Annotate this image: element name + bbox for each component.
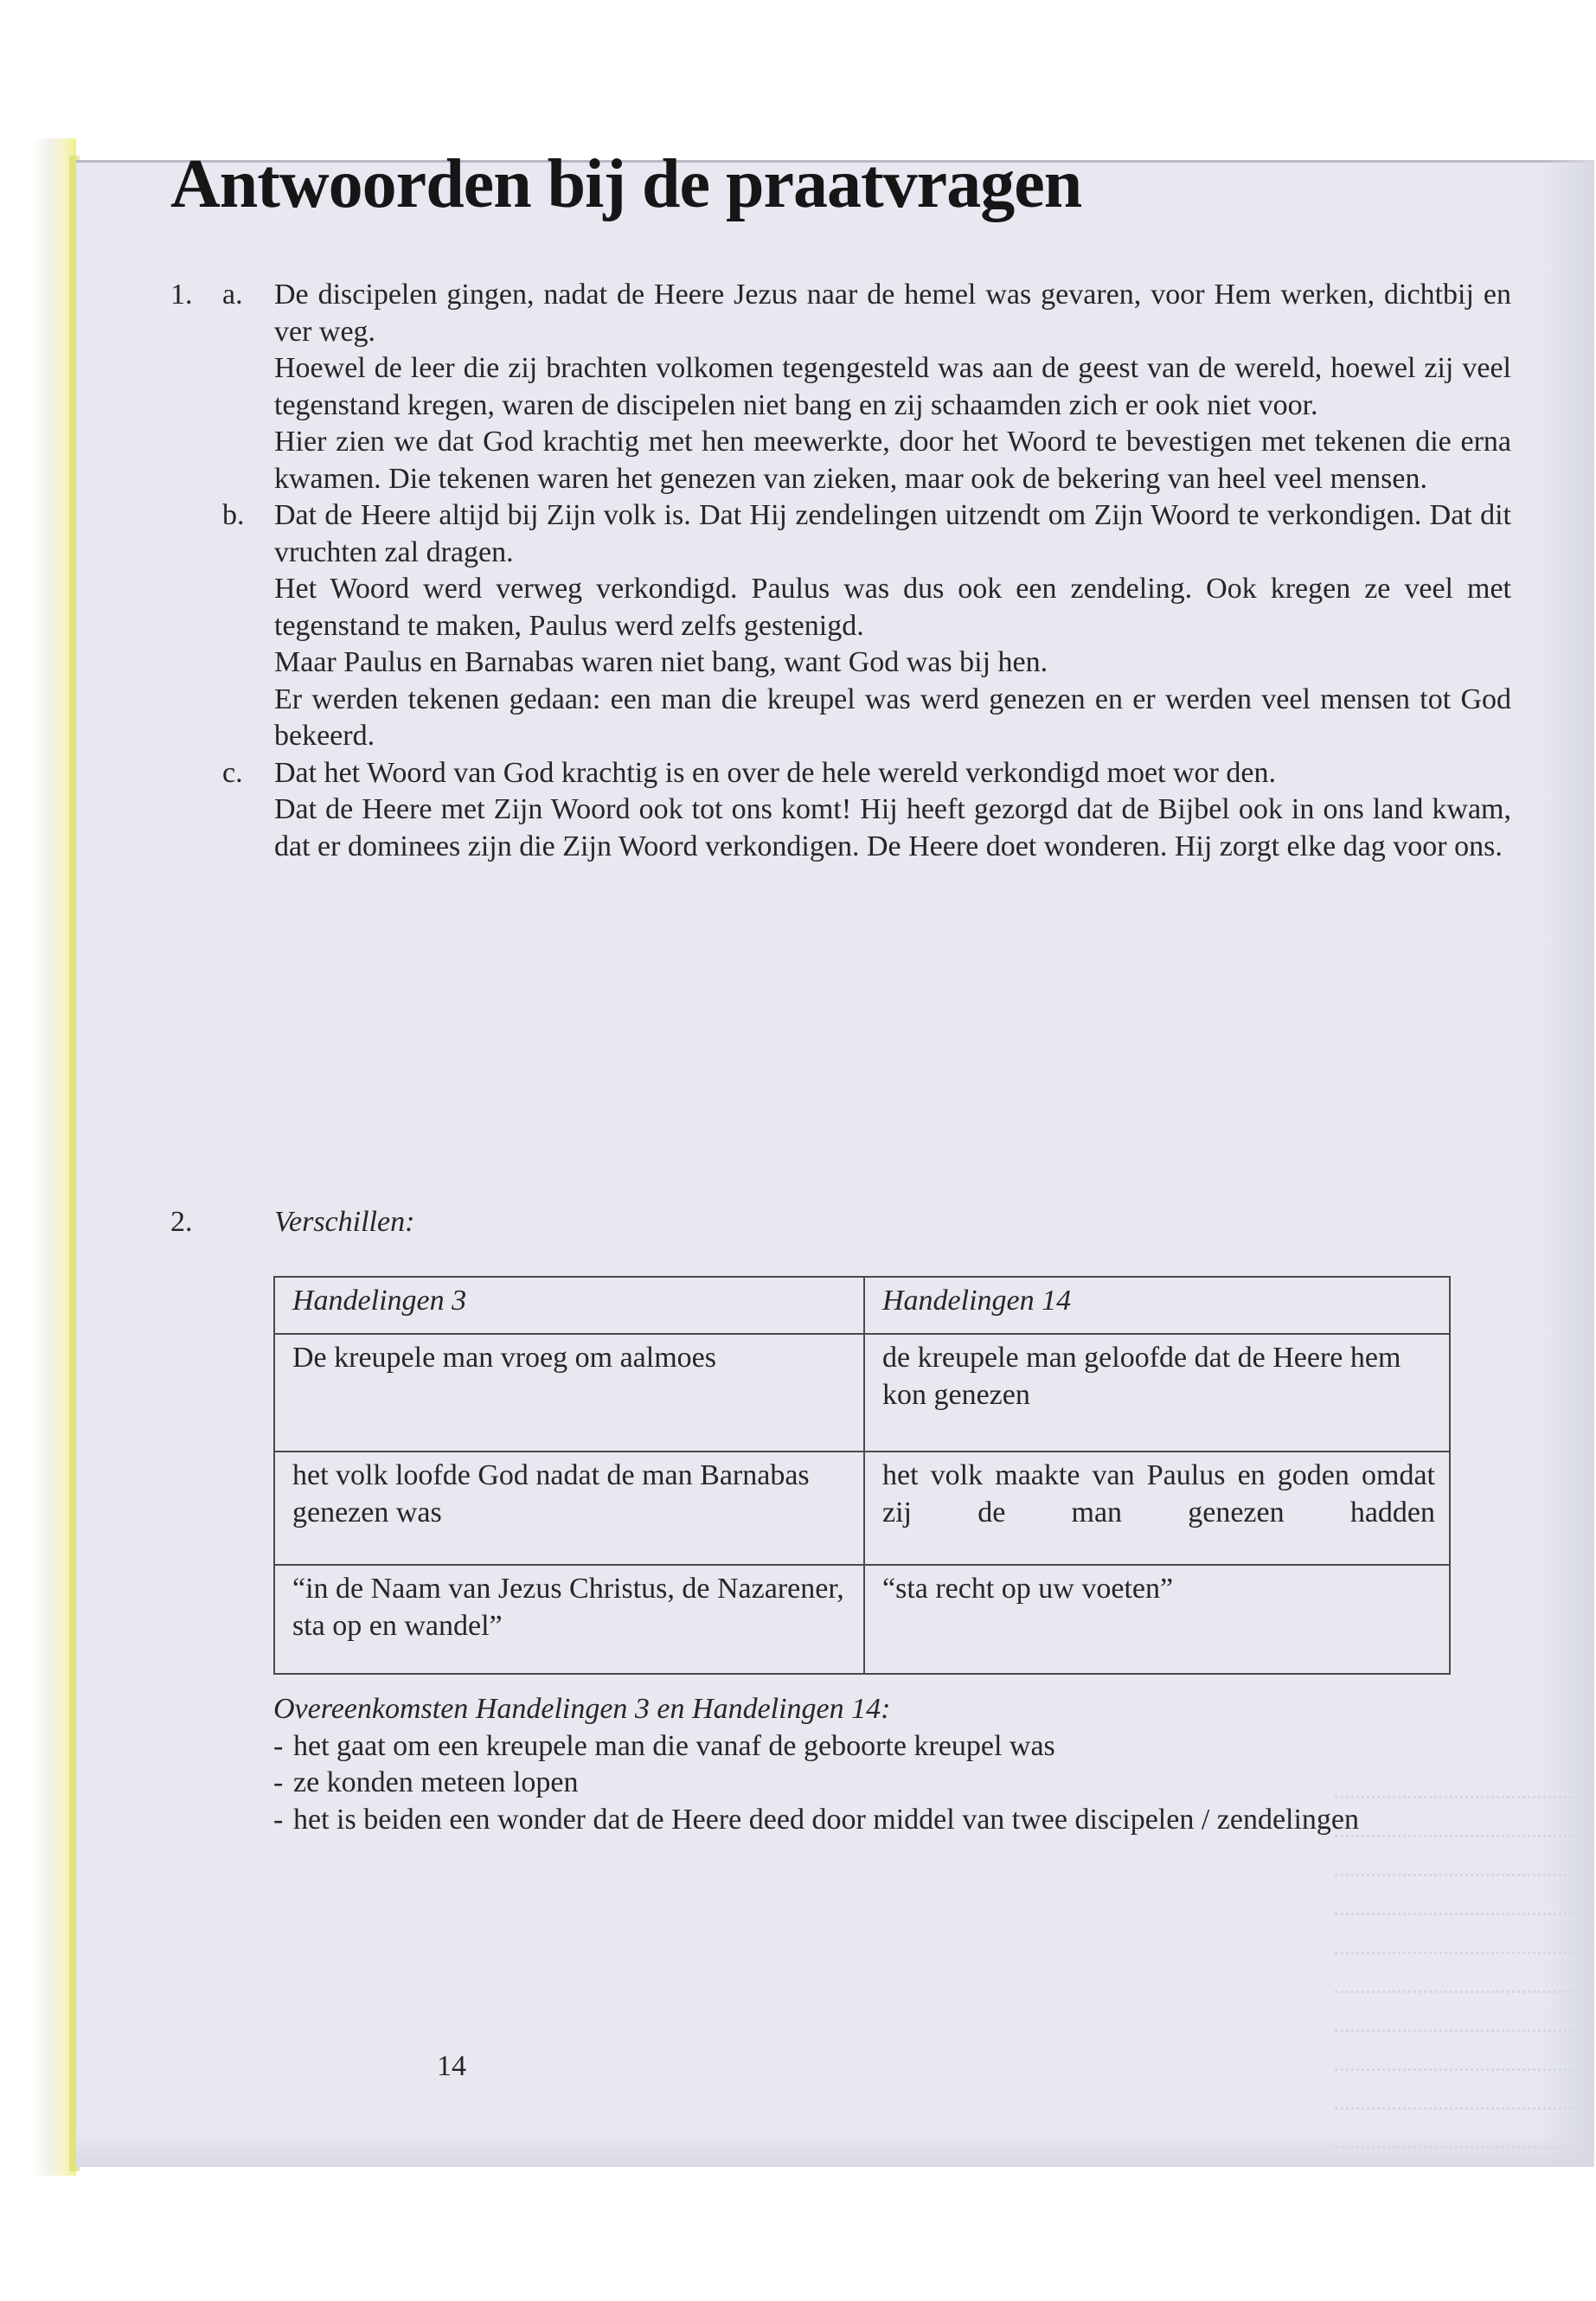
table-header-cell: Handelingen 3 <box>274 1277 864 1334</box>
differences-heading: Verschillen: <box>274 1206 415 1238</box>
table-cell: het volk loofde God nadat de man Barnabas genezen was <box>274 1452 864 1565</box>
similarities-list <box>273 1728 1528 1839</box>
page-title: Antwoorden bij de praatvragen <box>170 146 1082 222</box>
answer-paragraph: Er werden tekenen gedaan: een man die kreupel was werd genezen en er werden veel mensen tot God bekeerd. <box>274 683 1511 752</box>
answer-1b <box>170 497 1511 755</box>
question-number: 1. <box>170 279 193 311</box>
answer-paragraph: Het Woord werd verweg verkondigd. Paulus was dus ook een zendeling. Ook kregen ze veel met tegenstand te maken, Paulus werd zelfs gestenigd. <box>274 573 1511 642</box>
table-row <box>274 1334 1450 1452</box>
list-item: - ze konden meteen lopen <box>273 1765 1528 1802</box>
answer-paragraph: De discipelen gingen, nadat de Heere Jezus naar de hemel was gevaren, voor Hem werken, dichtbij en ver weg. <box>274 279 1511 348</box>
table-cell: “sta recht op uw voeten” <box>864 1565 1450 1674</box>
answer-paragraph: Dat de Heere met Zijn Woord ook tot ons komt! Hij heeft gezorgd dat de Bijbel ook in ons land kwam, dat er dominees zijn die Zijn Woord verkondigen. De Heere doet wonderen. Hij zorgt elke dag voor ons. <box>274 793 1511 862</box>
table-header-row <box>274 1277 1450 1334</box>
table-cell: De kreupele man vroeg om aalmoes <box>274 1334 864 1452</box>
answer-1c <box>170 755 1511 866</box>
table-cell: het volk maakte van Paulus en goden omdat zij de man genezen hadden <box>864 1452 1450 1565</box>
answers-question-1 <box>170 277 1511 865</box>
answer-paragraph: Maar Paulus en Barnabas waren niet bang, want God was bij hen. <box>274 646 1048 678</box>
list-item: - het is beiden een wonder dat de Heere deed door middel van twee discipelen / zendelingen <box>273 1802 1528 1839</box>
answer-letter: a. <box>222 279 243 311</box>
table-header-cell: Handelingen 14 <box>864 1277 1450 1334</box>
page-curl-shadow <box>1542 160 1594 2167</box>
list-item: - het gaat om een kreupele man die vanaf de geboorte kreupel was <box>273 1728 1528 1766</box>
table-row <box>274 1565 1450 1674</box>
page-number: 14 <box>437 2050 466 2082</box>
differences-table <box>273 1276 1451 1675</box>
answer-paragraph: Hier zien we dat God krachtig met hen meewerkte, door het Woord te bevestigen met tekenen die erna kwamen. Die tekenen waren het genezen van zieken, maar ook de bekering van heel veel mensen. <box>274 426 1511 495</box>
answer-paragraph: Hoewel de leer die zij brachten volkomen tegengesteld was aan de geest van de wereld, hoewel zij veel tegenstand kregen, waren de discipelen niet bang en zij schaamden zich er ook niet voor. <box>274 352 1511 421</box>
table-cell: “in de Naam van Jezus Christus, de Nazarener, sta op en wandel” <box>274 1565 864 1674</box>
similarities-heading: Overeenkomsten Handelingen 3 en Handelingen 14: <box>273 1693 891 1725</box>
answer-1a <box>170 277 1511 497</box>
question-number: 2. <box>170 1206 193 1238</box>
answer-paragraph: Dat het Woord van God krachtig is en over de hele wereld verkondigd moet wor den. <box>274 756 1276 789</box>
table-row <box>274 1452 1450 1565</box>
page-bottom-shadow <box>76 2132 1594 2167</box>
answer-letter: c. <box>222 756 243 789</box>
answer-letter: b. <box>222 499 245 531</box>
table-cell: de kreupele man geloofde dat de Heere hem kon genezen <box>864 1334 1450 1452</box>
answer-paragraph: Dat de Heere altijd bij Zijn volk is. Dat Hij zendelingen uitzendt om Zijn Woord te verkondigen. Dat dit vruchten zal dragen. <box>274 499 1511 568</box>
similarities-section <box>273 1691 1528 1838</box>
